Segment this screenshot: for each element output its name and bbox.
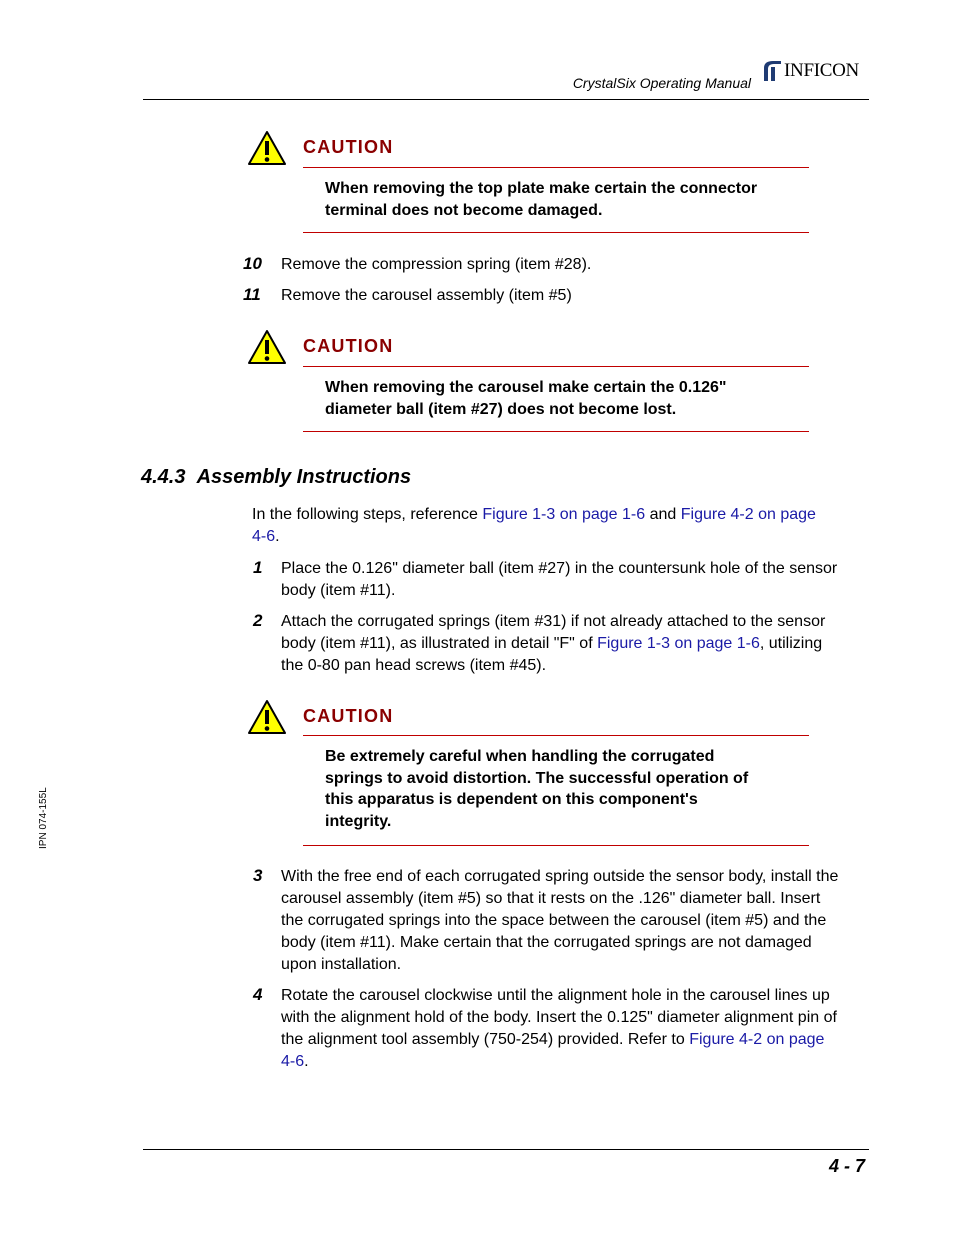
caution-bottom-rule xyxy=(303,845,809,846)
caution-top-rule xyxy=(303,167,809,168)
step-text: Remove the compression spring (item #28). xyxy=(281,256,592,273)
warning-triangle-icon xyxy=(247,130,287,166)
warning-triangle-icon xyxy=(247,699,287,735)
step-number: 10 xyxy=(243,254,262,273)
step-number: 1 xyxy=(253,558,263,577)
step-text: With the free end of each corrugated spring outside the sensor body, install the carousel assembly (item #5) so that it rests on the .126" diameter ball. Insert the corrugated springs into the space between the carousel (item #5) and the body (item #11). Make certain that the corrugated springs are not damaged upon installation. xyxy=(281,868,839,973)
figure-link[interactable]: Figure 4-2 on page xyxy=(689,1031,825,1048)
caution-label: CAUTION xyxy=(303,706,394,726)
footer-rule xyxy=(143,1149,869,1150)
page-number: 4 - 7 xyxy=(828,1156,865,1176)
caution-label: CAUTION xyxy=(303,137,394,157)
figure-link[interactable]: Figure 1-3 on page 1-6 xyxy=(597,635,760,652)
caution-text: When removing the carousel make certain the 0.126" diameter ball (item #27) does not become lost. xyxy=(325,379,727,418)
step-number: 2 xyxy=(253,611,263,630)
inficon-logo-icon xyxy=(761,59,783,83)
document-ipn-label: IPN 074-155L xyxy=(38,787,49,849)
warning-triangle-icon xyxy=(247,329,287,365)
figure-link[interactable]: 4-6 xyxy=(281,1053,305,1070)
step-number: 3 xyxy=(253,866,263,885)
step-text: Remove the carousel assembly (item #5) xyxy=(281,287,572,304)
caution-top-rule xyxy=(303,735,809,736)
logo-text: INFICON xyxy=(784,60,859,81)
step-number: 11 xyxy=(243,285,261,304)
step-number: 4 xyxy=(253,985,263,1004)
figure-link[interactable]: 4-6 xyxy=(252,528,276,545)
header-rule xyxy=(143,99,869,100)
section-title: Assembly Instructions xyxy=(196,466,412,488)
step-text: Rotate the carousel clockwise until the alignment hole in the carousel lines up with the alignment hold of the body. Insert the 0.125" diameter alignment pin of the alignment tool assembly (750-254) provided. Refer to Figure 4-2 on page 4-6. xyxy=(281,987,837,1070)
caution-bottom-rule xyxy=(303,431,809,432)
caution-top-rule xyxy=(303,366,809,367)
figure-link[interactable]: Figure 1-3 on page 1-6 xyxy=(482,506,646,523)
inficon-logo xyxy=(761,59,859,83)
manual-title: CrystalSix Operating Manual xyxy=(572,75,751,91)
section-heading xyxy=(141,466,411,489)
caution-text: When removing the top plate make certain the connector terminal does not become damaged. xyxy=(325,180,758,219)
step-text: Attach the corrugated springs (item #31) if not already attached to the sensor body (item #11), as illustrated in detail "F" of Figure 1-3 on page 1-6, utilizing the 0-80 pan head screws (item #45). xyxy=(281,613,826,674)
caution-label: CAUTION xyxy=(303,336,394,356)
step-text: Place the 0.126" diameter ball (item #27) in the countersunk hole of the sensor body (item #11). xyxy=(281,560,838,599)
caution-bottom-rule xyxy=(303,232,809,233)
section-number: 4.4.3 xyxy=(141,466,186,488)
caution-text: Be extremely careful when handling the corrugated springs to avoid distortion. The successful operation of this apparatus is dependent on this component's integrity. xyxy=(325,748,749,830)
figure-link[interactable]: Figure 4-2 on page xyxy=(680,506,816,523)
intro-paragraph: In the following steps, reference Figure 1-3 on page 1-6 and Figure 4-2 on page 4-6. xyxy=(252,506,816,545)
